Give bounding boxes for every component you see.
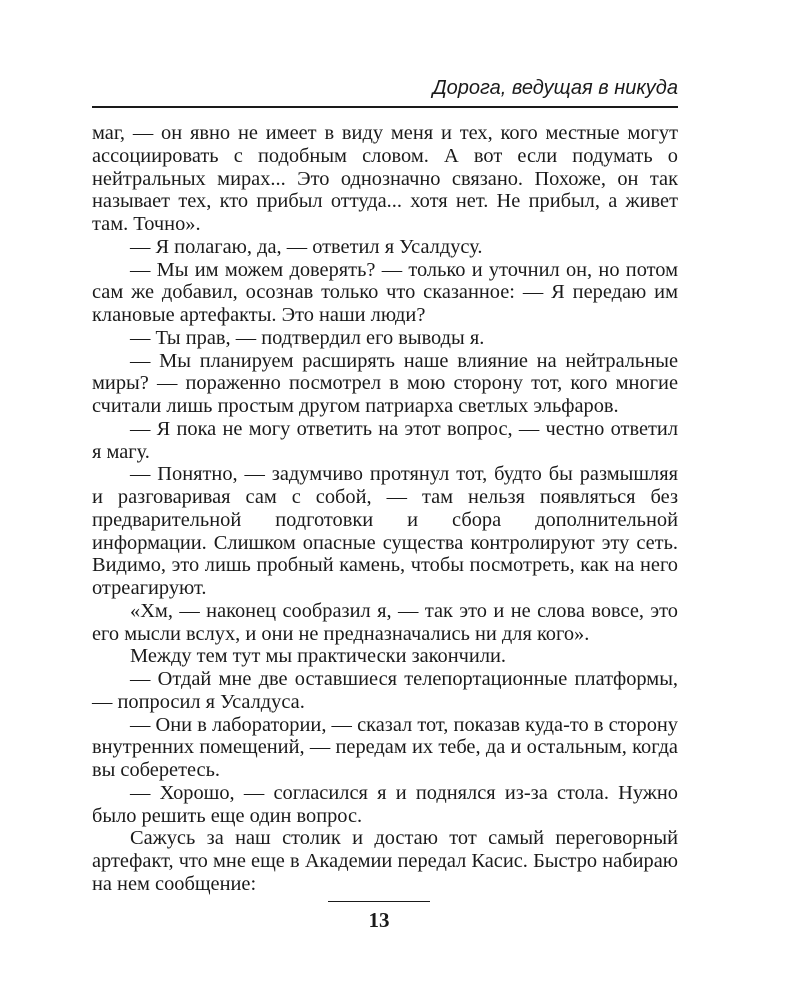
paragraph-8: «Хм, — наконец сообразил я, — так это и не слова вовсе, это его мысли вслух, и они не предназначались ни для кого». bbox=[92, 599, 678, 645]
paragraph-12: — Хорошо, — согласился я и поднялся из-за стола. Нужно было решить еще один вопрос. bbox=[92, 781, 678, 827]
paragraph-13: Сажусь за наш столик и достаю тот самый переговорный артефакт, что мне еще в Академии передал Касис. Быстро набираю на нем сообщение: bbox=[92, 827, 678, 895]
paragraph-7: — Понятно, — задумчиво протянул тот, будто бы размышляя и разговаривая сам с собой, — там нельзя появляться без предварительной подготовки и сбора дополнительной информации. Слишком опасные существа контролируют эту сеть. Видимо, это лишь пробный камень, чтобы посмотреть, как на него отреагируют. bbox=[92, 463, 678, 599]
paragraph-9: Между тем тут мы практически закончили. bbox=[130, 645, 507, 668]
paragraph-4: — Ты прав, — подтвердил его выводы я. bbox=[130, 326, 485, 349]
paragraph-3: — Мы им можем доверять? — только и уточнил он, но потом сам же добавил, осознав только что сказанное: — Я передаю им клановые артефакты. Это наши люди? bbox=[92, 258, 678, 326]
paragraph-11: — Они в лаборатории, — сказал тот, показав куда-то в сторону внутренних помещений, — передам их тебе, да и остальным, когда вы соберетесь. bbox=[92, 713, 678, 781]
footer-rule bbox=[328, 901, 430, 902]
paragraph-10: — Отдай мне две оставшиеся телепортационные платформы, — попросил я Усалдуса. bbox=[92, 668, 678, 713]
page-number: 13 bbox=[368, 908, 390, 932]
running-title: Дорога, ведущая в никуда bbox=[432, 77, 678, 99]
paragraph-1: маг, — он явно не имеет в виду меня и тех, кого местные могут ассоциировать с подобным словом. А вот если подумать о нейтральных мирах... Это однозначно связано. Похоже, он так называет тех, кто прибыл оттуда... хотя нет. Не прибыл, а живет там. Точно». bbox=[92, 122, 678, 235]
header-rule bbox=[92, 106, 678, 108]
paragraph-5: — Мы планируем расширять наше влияние на нейтральные миры? — пораженно посмотрел в мою сторону тот, кого многие считали лишь простым другом патриарха светлых эльфаров. bbox=[92, 349, 678, 417]
paragraph-6: — Я пока не могу ответить на этот вопрос, — честно ответил я магу. bbox=[92, 417, 678, 463]
page-body bbox=[92, 122, 678, 896]
paragraph-2: — Я полагаю, да, — ответил я Усалдусу. bbox=[130, 235, 483, 258]
